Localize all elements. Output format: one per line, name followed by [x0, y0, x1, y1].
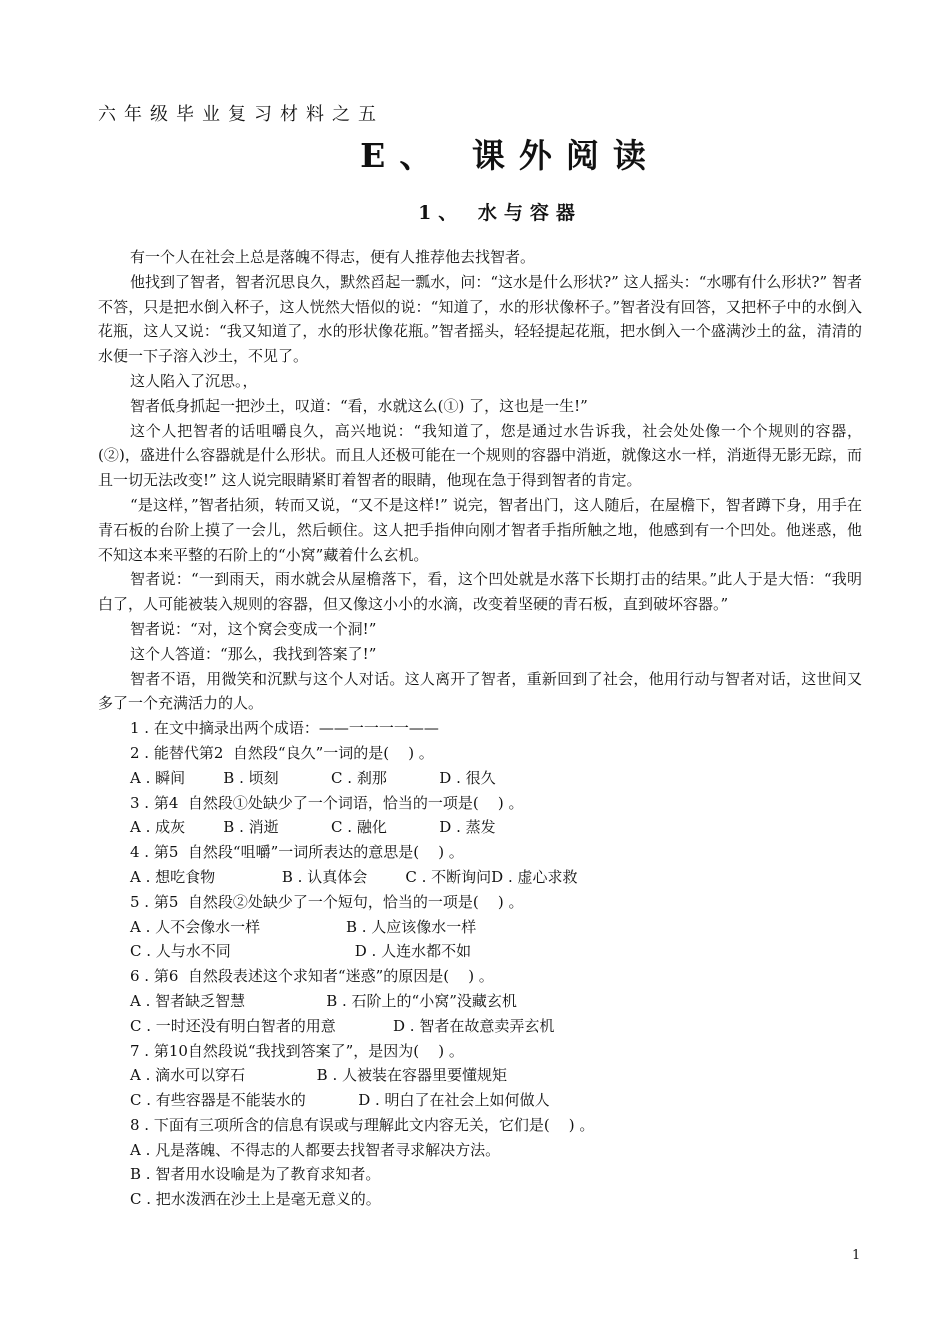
answer-options: C . 一时还没有明白智者的用意 D . 智者在故意卖弄玄机 [130, 1016, 555, 1035]
paragraph: 智者低身抓起一把沙土，叹道：“看，水就这么(①) 了，这也是一生!” [130, 396, 588, 415]
question-line: 8 . 下面有三项所含的信息有误或与理解此文内容无关，它们是( ) 。 [130, 1115, 595, 1134]
answer-options: A . 瞬间 B . 顷刻 C . 刹那 D . 很久 [130, 768, 496, 787]
paragraph: 智者不语，用微笑和沉默与这个人对话。这人离开了智者，重新回到了社会，他用行动与智者对话，这世间又多了一个充满活力的人。 [98, 669, 862, 713]
paragraph: 他找到了智者，智者沉思良久，默然舀起一瓢水，问：“这水是什么形状?” 这人摇头：“水哪有什么形状?” 智者不答，只是把水倒入杯子，这人恍然大悟似的说：“知道了，水的形状像杯子。”智者没有回答，又把杯子中的水倒入花瓶，这人又说：“我又知道了，水的形状像花瓶。”智者摇头，轻轻提起花瓶，把水倒入一个盛满沙土的盆，清清的水便一下子溶入沙土，不见了。 [98, 272, 862, 366]
question-line: 3 . 第4 自然段①处缺少了一个词语，恰当的一项是( ) 。 [130, 793, 524, 812]
question-line: 4 . 第5 自然段“咀嚼”一词所表达的意思是( ) 。 [130, 843, 464, 862]
section-title: E、 课外阅读 [360, 136, 660, 175]
answer-options: A . 人不会像水一样 B . 人应该像水一样 [130, 917, 477, 936]
story-title: 1、 水与容器 [418, 202, 582, 224]
question-list [98, 716, 862, 1212]
paragraph: 这人陷入了沉思。， [130, 371, 258, 390]
answer-options: A . 成灰 B . 消逝 C . 融化 D . 蒸发 [130, 818, 496, 837]
answer-options: A . 智者缺乏智慧 B . 石阶上的“小窝”没藏玄机 [130, 991, 517, 1010]
answer-options: A . 想吃食物 B . 认真体会 C . 不断询问D . 虚心求救 [130, 867, 578, 886]
paragraph: 有一个人在社会上总是落魄不得志，便有人推荐他去找智者。 [130, 248, 536, 266]
paragraph: “是这样，”智者拈须，转而又说，“又不是这样!” 说完，智者出门，这人随后，在屋檐下，智者蹲下身，用手在青石板的台阶上摸了一会儿，然后顿住。这人把手指伸向刚才智者手指所触之地，他感到有一个凹处。他迷惑，他不知这本来平整的石阶上的“小窝”藏着什么玄机。 [98, 495, 862, 564]
paragraph: 智者说：“一到雨天，雨水就会从屋檐落下，看，这个凹处就是水落下长期打击的结果。”此人于是大悟：“我明白了，人可能被装入规则的容器，但又像这小小的水滴，改变着坚硬的青石板，直到破坏容器。” [98, 570, 862, 614]
answer-options: C . 人与水不同 D . 人连水都不如 [130, 942, 472, 961]
page-number: 1 [852, 1248, 861, 1263]
reading-passage [98, 245, 862, 1212]
question-line: 5 . 第5 自然段②处缺少了一个短句，恰当的一项是( ) 。 [130, 892, 524, 911]
question-line: 7 . 第10自然段说“我找到答案了”，是因为( ) 。 [130, 1041, 464, 1060]
answer-options: C . 有些容器是不能装水的 D . 明白了在社会上如何做人 [130, 1091, 550, 1110]
series-label: 六年级毕业复习材料之五 [98, 104, 384, 125]
paragraph: 智者说：“对，这个窝会变成一个洞!” [130, 619, 377, 638]
question-line: 6 . 第6 自然段表述这个求知者“迷惑”的原因是( ) 。 [130, 967, 494, 986]
paragraph: 这个人答道：“那么，我找到答案了!” [130, 644, 377, 663]
answer-option: A . 凡是落魄、不得志的人都要去找智者寻求解决方法。 [130, 1140, 501, 1159]
answer-options: A . 滴水可以穿石 B . 人被装在容器里要懂规矩 [130, 1066, 507, 1085]
paragraph: 这个人把智者的话咀嚼良久，高兴地说：“我知道了，您是通过水告诉我，社会处处像一个个规则的容器，(②)，盛进什么容器就是什么形状。而且人还极可能在一个规则的容器中消逝，就像这水一样，消逝得无影无踪，而且一切无法改变!” 这人说完眼睛紧盯着智者的眼睛，他现在急于得到智者的肯定。 [98, 421, 862, 490]
answer-option: C . 把水泼洒在沙土上是毫无意义的。 [130, 1190, 381, 1209]
question-line: 2 . 能替代第2 自然段“良久”一词的是( ) 。 [130, 743, 434, 762]
question-line: 1 . 在文中摘录出两个成语：——一一一一—— [130, 719, 439, 738]
answer-option: B . 智者用水设喻是为了教育求知者。 [130, 1165, 381, 1184]
